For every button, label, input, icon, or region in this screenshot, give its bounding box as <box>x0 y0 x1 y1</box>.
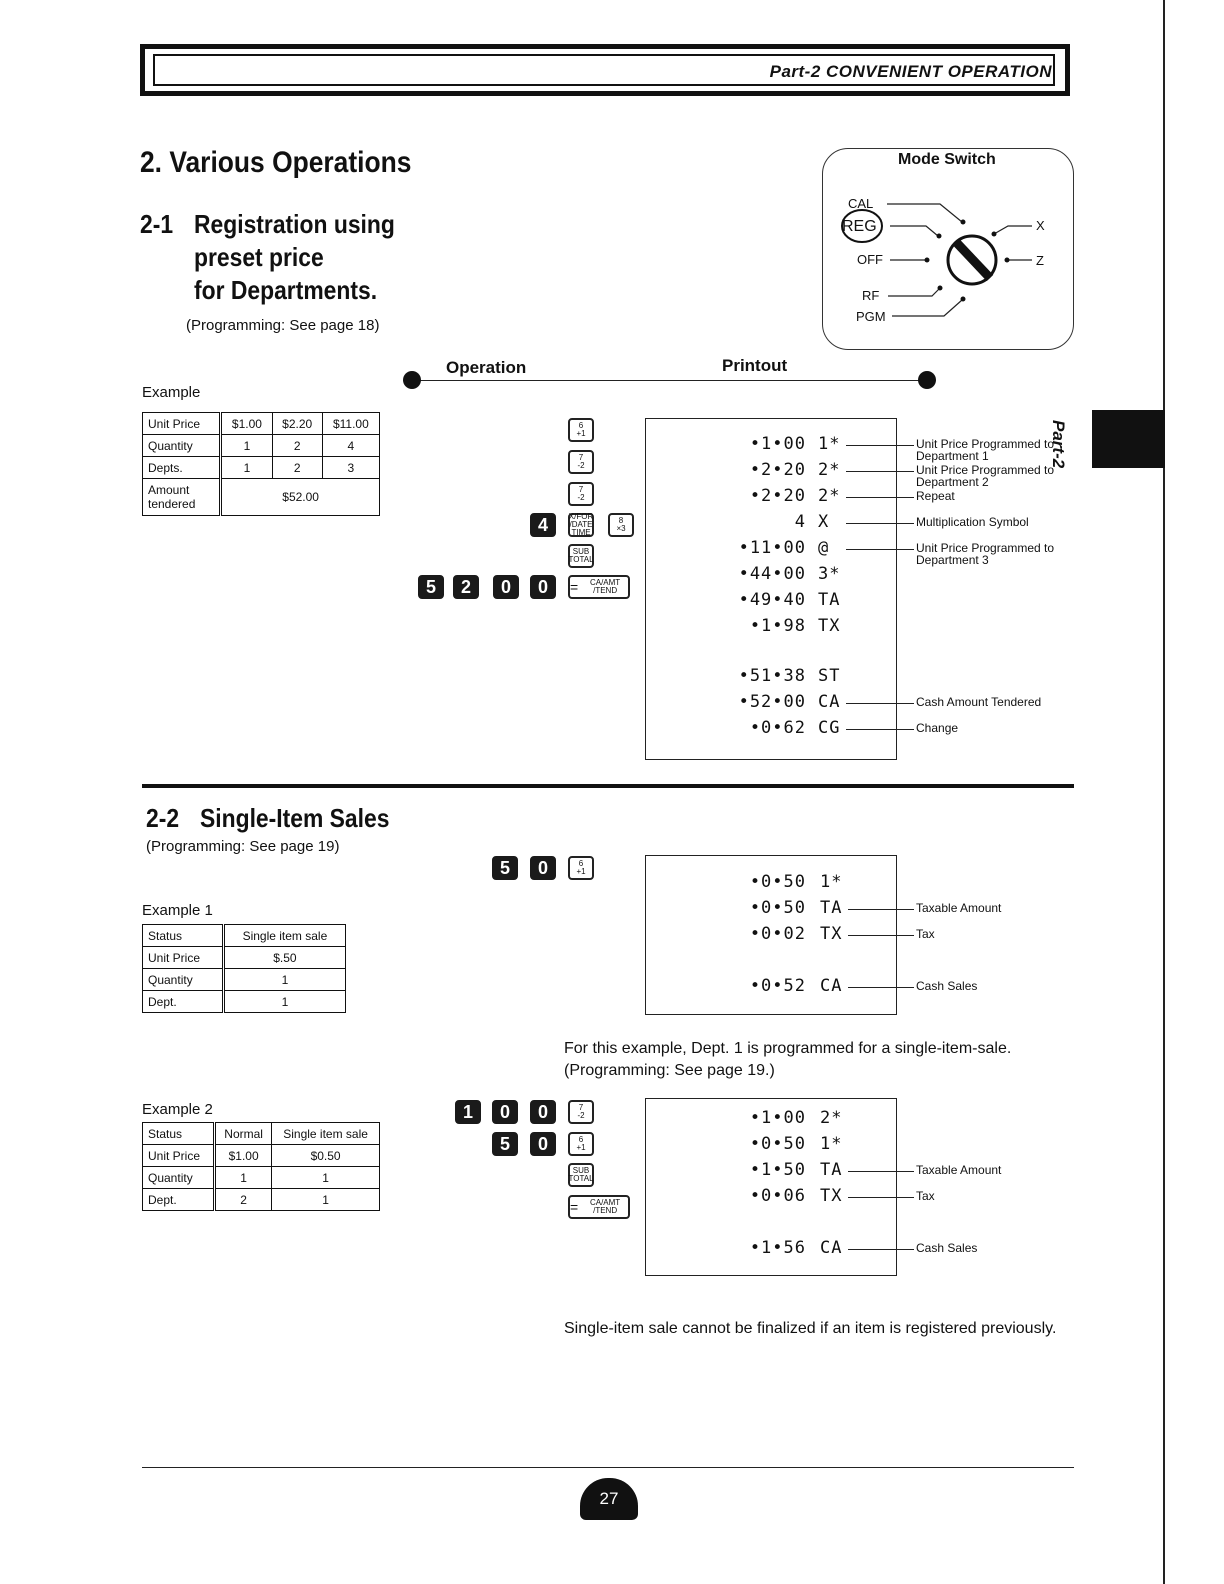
cell: Single item sale <box>223 925 345 947</box>
dept2-key-repeat[interactable] <box>568 482 594 506</box>
s22-number: 2-2 <box>146 803 180 833</box>
xfor-key[interactable] <box>568 513 594 537</box>
printout-amount: •52•00 <box>738 692 806 712</box>
annotation-leader <box>846 523 914 524</box>
key-bottom: TOTAL <box>568 1174 594 1183</box>
rule-dot-left <box>403 371 421 389</box>
s21-title-1: Registration using <box>194 209 395 239</box>
digit-key[interactable]: 4 <box>530 513 556 537</box>
annotation-leader <box>846 471 914 472</box>
cell: Depts. <box>143 457 221 479</box>
s22-programming-note: (Programming: See page 19) <box>146 838 340 855</box>
key-bottom: -2 <box>577 461 585 470</box>
dept1-key[interactable] <box>568 1132 594 1156</box>
printout-annotation: Cash Sales <box>916 979 978 993</box>
key-label: CA/AMT /TEND <box>589 1198 621 1215</box>
printout-annotation: Cash Sales <box>916 1241 978 1255</box>
amount-tendered-label <box>143 479 221 516</box>
annotation-leader <box>846 729 914 730</box>
side-tab-block <box>1092 410 1165 468</box>
side-tab-label: Part-2 <box>1049 420 1068 469</box>
printout-annotation: Change <box>916 721 959 735</box>
cell: $0.50 <box>272 1145 380 1167</box>
cell: 2 <box>272 435 322 457</box>
printout-annotation: Tax <box>916 927 935 941</box>
key-bottom: TOTAL <box>568 555 594 564</box>
dept2-key[interactable] <box>568 450 594 474</box>
section-divider <box>142 784 1074 788</box>
printout-amount: •11•00 <box>738 538 806 558</box>
digit-key[interactable]: 0 <box>492 1100 518 1124</box>
digit-key[interactable]: 5 <box>492 856 518 880</box>
printout-annotation: Cash Amount Tendered <box>916 695 1042 709</box>
digit-key[interactable]: 5 <box>418 575 444 599</box>
annotation-leader <box>846 445 914 446</box>
key-top: 7 <box>578 485 584 494</box>
printout-symbol: CA <box>820 1238 843 1258</box>
dept3-key[interactable] <box>608 513 634 537</box>
annotation-leader <box>848 1171 914 1172</box>
s22-note1-line1: For this example, Dept. 1 is programmed for a single-item-sale. <box>564 1040 1012 1057</box>
printout-symbol: 1* <box>818 434 841 454</box>
amount-label-line2: tendered <box>148 497 196 511</box>
s22-title: Single-Item Sales <box>200 803 390 833</box>
operation-column-label: Operation <box>446 358 527 377</box>
printout-symbol: 2* <box>820 1108 843 1128</box>
subtotal-key[interactable] <box>568 544 594 568</box>
annotation-leader <box>846 497 914 498</box>
mode-cal-label: CAL <box>848 196 874 211</box>
mode-off-label: OFF <box>857 252 883 267</box>
key-bottom: -2 <box>577 493 585 502</box>
printout-annotation: Taxable Amount <box>916 1163 1002 1177</box>
key-top: SUB <box>572 1166 590 1175</box>
key-top: 7 <box>578 1103 584 1112</box>
printout-amount: •1•56 <box>749 1238 806 1258</box>
s22-note1-line2: (Programming: See page 19.) <box>564 1062 775 1079</box>
amount-tendered-value: $52.00 <box>221 479 380 516</box>
key-bottom: +1 <box>576 429 586 438</box>
printout-amount: •0•50 <box>749 1134 806 1154</box>
cell: $.50 <box>223 947 345 969</box>
cell: 1 <box>272 1167 380 1189</box>
cell: 3 <box>322 457 379 479</box>
cell: Quantity <box>143 435 221 457</box>
printout-amount: •1•00 <box>749 1108 806 1128</box>
printout-amount: •0•50 <box>749 898 806 918</box>
cell: Unit Price <box>143 413 221 435</box>
digit-key[interactable]: 2 <box>453 575 479 599</box>
cell: Dept. <box>143 1189 215 1211</box>
printout-symbol: 3* <box>818 564 841 584</box>
s22-example1-label: Example 1 <box>142 902 213 919</box>
printout-symbol: CA <box>820 976 843 996</box>
printout-symbol: @ <box>818 538 830 558</box>
digit-key[interactable]: 5 <box>492 1132 518 1156</box>
amount-label-line1: Amount <box>148 483 190 497</box>
printout-column-label: Printout <box>722 356 788 375</box>
annotation-leader <box>848 1197 914 1198</box>
s22-example1-table <box>142 924 346 1013</box>
key-top: 6 <box>578 1135 584 1144</box>
printout-amount: •49•40 <box>738 590 806 610</box>
printout-symbol: 1* <box>820 1134 843 1154</box>
ca-amt-tend-key[interactable] <box>568 575 630 599</box>
printout-symbol: X <box>818 512 830 532</box>
cell: 2 <box>272 457 322 479</box>
mode-z-label: Z <box>1036 253 1044 268</box>
header-section-title: Part-2 CONVENIENT OPERATION <box>769 62 1052 81</box>
key-top: 6 <box>578 421 584 430</box>
key-top: 8 <box>618 516 624 525</box>
s21-programming-note: (Programming: See page 18) <box>186 317 380 334</box>
s21-example-table <box>142 412 380 516</box>
cell: Dept. <box>143 991 224 1013</box>
annotation-leader <box>848 987 914 988</box>
mode-switch-title: Mode Switch <box>892 151 1002 169</box>
subtotal-key[interactable] <box>568 1163 594 1187</box>
cell: 1 <box>223 969 345 991</box>
digit-key[interactable]: 0 <box>530 1132 556 1156</box>
key-top: SUB <box>572 547 590 556</box>
dept2-key[interactable] <box>568 1100 594 1124</box>
column-rule <box>410 380 928 381</box>
annotation-leader <box>848 935 914 936</box>
section-title: 2. Various Operations <box>140 146 412 179</box>
printout-symbol: TX <box>818 616 841 636</box>
printout-amount: •0•50 <box>749 872 806 892</box>
cell: Normal <box>215 1123 272 1145</box>
mode-x-label: X <box>1036 218 1045 233</box>
printout-symbol: TA <box>820 898 843 918</box>
s22-example2-label: Example 2 <box>142 1101 213 1118</box>
cell: 1 <box>221 435 272 457</box>
printout-amount: •1•50 <box>749 1160 806 1180</box>
printout-annotation: Unit Price Programmed to Department 1 <box>916 437 1055 463</box>
printout-annotation: Unit Price Programmed to Department 2 <box>916 463 1055 489</box>
page-edge-line <box>1163 0 1165 1584</box>
printout-amount: •1•98 <box>749 616 806 636</box>
printout-annotation: Tax <box>916 1189 935 1203</box>
printout-symbol: CG <box>818 718 841 738</box>
cell: 1 <box>221 457 272 479</box>
printout-amount: •2•20 <box>749 460 806 480</box>
digit-key[interactable]: 0 <box>530 1100 556 1124</box>
page-number: 27 <box>580 1478 638 1520</box>
s21-title-3: for Departments. <box>194 275 378 305</box>
cell: 4 <box>322 435 379 457</box>
cell: Single item sale <box>272 1123 380 1145</box>
key-bottom: +1 <box>576 867 586 876</box>
printout-amount: •2•20 <box>749 486 806 506</box>
key-bottom: +1 <box>576 1143 586 1152</box>
rule-dot-right <box>918 371 936 389</box>
annotation-leader <box>846 549 914 550</box>
printout-amount: 4 <box>794 512 806 532</box>
printout-symbol: 2* <box>818 460 841 480</box>
digit-key[interactable]: 0 <box>493 575 519 599</box>
footer-rule <box>142 1467 1074 1468</box>
printout-amount: •0•62 <box>749 718 806 738</box>
ca-amt-tend-key[interactable] <box>568 1195 630 1219</box>
printout-symbol: 1* <box>820 872 843 892</box>
key-label: CA/AMT /TEND <box>589 578 621 595</box>
key-top: 6 <box>578 859 584 868</box>
key-top: 7 <box>578 453 584 462</box>
printout-amount: •51•38 <box>738 666 806 686</box>
digit-key[interactable]: 0 <box>530 856 556 880</box>
s21-number: 2-1 <box>140 209 174 239</box>
printout-annotation: Multiplication Symbol <box>916 515 1029 529</box>
cell: 1 <box>223 991 345 1013</box>
s22-note2: Single-item sale cannot be finalized if an item is registered previously. <box>564 1320 1057 1337</box>
key-eq: = <box>570 1199 579 1215</box>
cell: $11.00 <box>322 413 379 435</box>
annotation-leader <box>848 1249 914 1250</box>
printout-amount: •0•06 <box>749 1186 806 1206</box>
annotation-leader <box>846 703 914 704</box>
printout-annotation: Unit Price Programmed to Department 3 <box>916 541 1055 567</box>
printout-symbol: TX <box>820 924 843 944</box>
printout-amount: •0•02 <box>749 924 806 944</box>
cell: 2 <box>215 1189 272 1211</box>
s22-example2-table <box>142 1122 380 1211</box>
cell: 1 <box>215 1167 272 1189</box>
printout-symbol: TX <box>820 1186 843 1206</box>
printout-symbol: CA <box>818 692 841 712</box>
printout-annotation: Repeat <box>916 489 955 503</box>
cell: Status <box>143 1123 215 1145</box>
printout-amount: •1•00 <box>749 434 806 454</box>
printout-symbol: 2* <box>818 486 841 506</box>
cell: Status <box>143 925 224 947</box>
s21-title-2: preset price <box>194 242 324 272</box>
cell: $1.00 <box>221 413 272 435</box>
cell: Unit Price <box>143 947 224 969</box>
cell: 1 <box>272 1189 380 1211</box>
cell: $2.20 <box>272 413 322 435</box>
mode-reg-label: REG <box>842 218 877 235</box>
annotation-leader <box>848 909 914 910</box>
key-label: X/FOR /DATE TIME <box>568 512 594 537</box>
mode-pgm-label: PGM <box>856 309 886 324</box>
printout-symbol: TA <box>818 590 841 610</box>
key-bottom: -2 <box>577 1111 585 1120</box>
printout-amount: •44•00 <box>738 564 806 584</box>
digit-key[interactable]: 0 <box>530 575 556 599</box>
cell: $1.00 <box>215 1145 272 1167</box>
key-bottom: ×3 <box>616 524 626 533</box>
dept1-key[interactable] <box>568 418 594 442</box>
mode-rf-label: RF <box>862 288 880 303</box>
dept1-key[interactable] <box>568 856 594 880</box>
printout-symbol: TA <box>820 1160 843 1180</box>
printout-symbol: ST <box>818 666 841 686</box>
digit-key[interactable]: 1 <box>455 1100 481 1124</box>
cell: Quantity <box>143 969 224 991</box>
key-eq: = <box>570 579 579 595</box>
cell: Unit Price <box>143 1145 215 1167</box>
printout-amount: •0•52 <box>749 976 806 996</box>
printout-annotation: Taxable Amount <box>916 901 1002 915</box>
s21-example-label: Example <box>142 384 201 401</box>
cell: Quantity <box>143 1167 215 1189</box>
